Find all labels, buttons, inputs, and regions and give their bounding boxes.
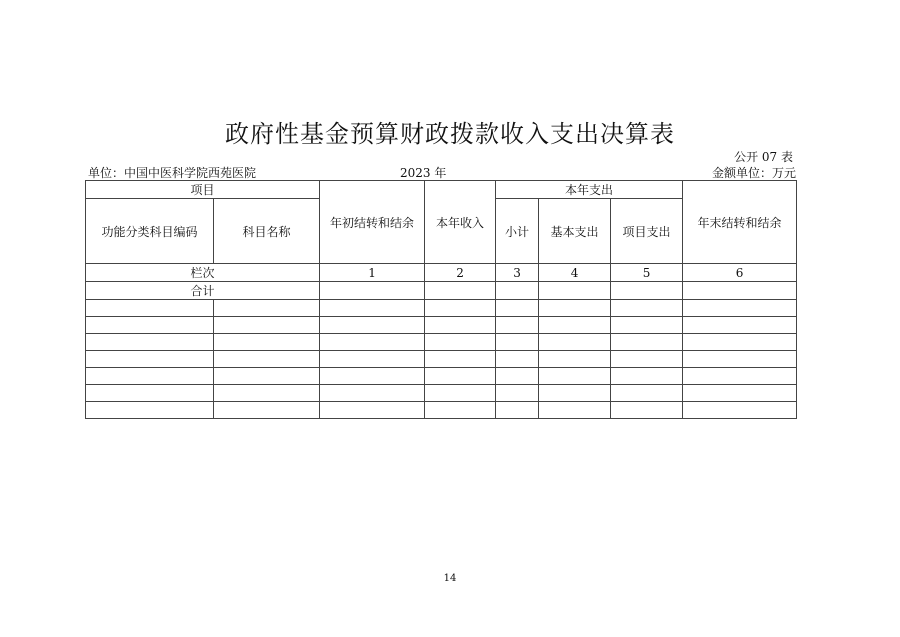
column-index-row [86, 264, 797, 282]
table-cell [425, 282, 496, 300]
column-index-cell: 6 [683, 264, 797, 282]
page-title: 政府性基金预算财政拨款收入支出决算表 [225, 120, 675, 148]
header-subtotal: 小计 [496, 199, 539, 264]
column-index-label: 栏次 [86, 264, 320, 282]
header-func-code: 功能分类科目编码 [86, 199, 214, 264]
table-cell [683, 282, 797, 300]
form-number: 公开 07 表 [734, 150, 793, 164]
column-index-cell: 2 [425, 264, 496, 282]
table-row [86, 334, 797, 351]
table-cell [496, 300, 539, 317]
table-cell [539, 317, 611, 334]
table-cell [539, 385, 611, 402]
table-row [86, 402, 797, 419]
meta-row [88, 164, 796, 180]
table-cell [214, 402, 320, 419]
table-cell [86, 334, 214, 351]
table-cell [539, 300, 611, 317]
column-index-cell: 5 [611, 264, 683, 282]
header-income: 本年收入 [425, 181, 496, 264]
table-cell [214, 334, 320, 351]
table-cell [425, 317, 496, 334]
total-label: 合计 [86, 282, 320, 300]
page-number: 14 [443, 573, 457, 584]
table-cell [683, 300, 797, 317]
header-item: 项目 [86, 181, 320, 199]
table-cell [320, 282, 425, 300]
table-cell [683, 351, 797, 368]
table-cell [683, 334, 797, 351]
table-cell [320, 385, 425, 402]
table-cell [539, 351, 611, 368]
table-cell [683, 368, 797, 385]
table-cell [496, 351, 539, 368]
table-cell [611, 368, 683, 385]
table-cell [496, 385, 539, 402]
table-cell [214, 300, 320, 317]
table-cell [425, 334, 496, 351]
table-cell [683, 385, 797, 402]
budget-table [85, 180, 797, 419]
header-subject-name: 科目名称 [214, 199, 320, 264]
table-cell [611, 351, 683, 368]
table-row [86, 351, 797, 368]
table-cell [86, 385, 214, 402]
table-cell [611, 282, 683, 300]
table-cell [611, 300, 683, 317]
total-row [86, 282, 797, 300]
table-cell [214, 317, 320, 334]
table-cell [425, 351, 496, 368]
header-project: 项目支出 [611, 199, 683, 264]
table-cell [496, 334, 539, 351]
table-cell [611, 334, 683, 351]
table-cell [611, 317, 683, 334]
table-cell [425, 402, 496, 419]
table-cell [611, 385, 683, 402]
header-carryover-start: 年初结转和结余 [320, 181, 425, 264]
table-cell [214, 368, 320, 385]
table-cell [496, 402, 539, 419]
header-basic: 基本支出 [539, 199, 611, 264]
table-cell [425, 300, 496, 317]
column-index-cell: 1 [320, 264, 425, 282]
table-cell [214, 385, 320, 402]
table-row [86, 385, 797, 402]
table-cell [539, 334, 611, 351]
year-label: 2023 年 [400, 166, 447, 180]
money-unit-label: 金额单位：万元 [711, 166, 796, 180]
table-cell [86, 300, 214, 317]
table-cell [539, 402, 611, 419]
table-cell [320, 351, 425, 368]
table-cell [86, 351, 214, 368]
header-carryover-end: 年末结转和结余 [683, 181, 797, 264]
table-cell [86, 317, 214, 334]
table-cell [683, 317, 797, 334]
table-cell [320, 300, 425, 317]
table-cell [496, 317, 539, 334]
table-cell [320, 368, 425, 385]
table-cell [320, 317, 425, 334]
table-cell [214, 351, 320, 368]
table-cell [496, 368, 539, 385]
table-cell [683, 402, 797, 419]
table-cell [425, 368, 496, 385]
header-expense-group: 本年支出 [496, 181, 683, 199]
table-row [86, 317, 797, 334]
column-index-cell: 4 [539, 264, 611, 282]
unit-label: 单位：中国中医科学院西苑医院 [88, 166, 257, 180]
table-cell [320, 402, 425, 419]
column-index-cell: 3 [496, 264, 539, 282]
table-cell [611, 402, 683, 419]
table-cell [86, 368, 214, 385]
table-cell [539, 282, 611, 300]
table-row [86, 300, 797, 317]
table-cell [320, 334, 425, 351]
table-cell [539, 368, 611, 385]
table-cell [86, 402, 214, 419]
table-cell [496, 282, 539, 300]
table-cell [425, 385, 496, 402]
table-row [86, 368, 797, 385]
